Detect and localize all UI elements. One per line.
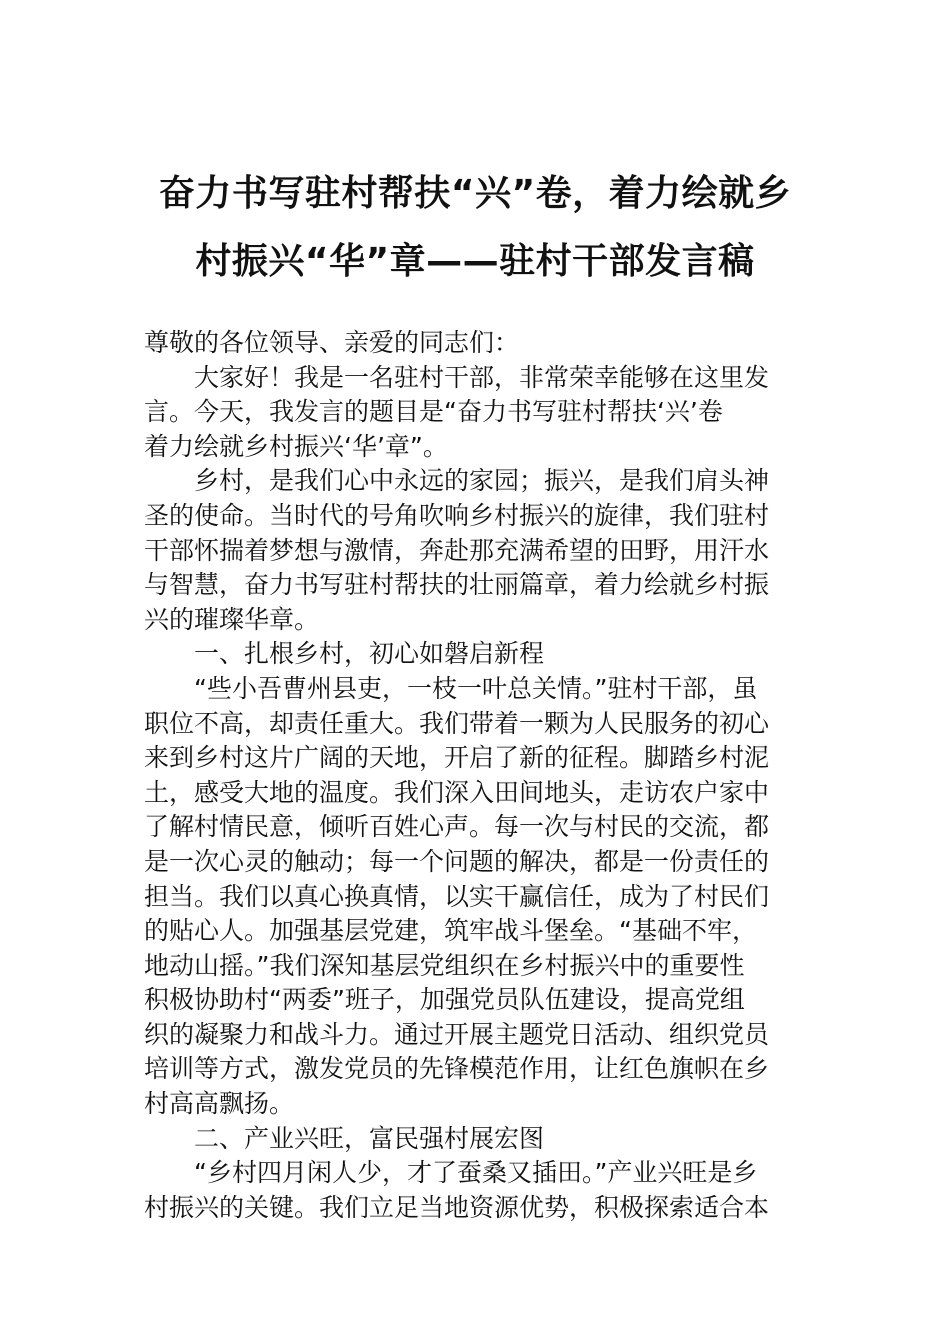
document-body [144,326,808,1225]
paragraph-line: 培训等方式，激发党员的先锋模范作用，让红色旗帜在乡 [144,1054,770,1084]
salutation: 尊敬的各位领导、亲爱的同志们： [144,328,520,357]
paragraph-line: 村高高飘扬。 [144,1089,295,1119]
paragraph-line: 织的凝聚力和战斗力。通过开展主题党日活动、组织党员 [144,1019,770,1049]
paragraph-line: 言。今天，我发言的题目是“奋力书写驻村帮扶‘兴’卷 [144,397,723,427]
paragraph-line: 土，感受大地的温度。我们深入田间地头，走访农户家中 [144,777,770,807]
paragraph-line: 与智慧，奋力书写驻村帮扶的壮丽篇章，着力绘就乡村振 [144,570,770,600]
paragraph-line: 积极协助村“两委”班子，加强党员队伍建设，提高党组 [144,985,745,1015]
paragraph-line: “些小吾曹州县吏，一枝一叶总关情。”驻村干部，虽 [194,673,758,703]
paragraph-line: 地动山摇。”我们深知基层党组织在乡村振兴中的重要性 [144,950,745,980]
section-heading: 二、产业兴旺，富民强村展宏图 [194,1123,545,1153]
document-title [140,160,810,296]
paragraph-line: 乡村，是我们心中永远的家园；振兴，是我们肩头神 [194,466,770,496]
title-line-2: 村振兴“华”章——驻村干部发言稿 [195,241,755,282]
paragraph-line: 担当。我们以真心换真情，以实干赢信任，成为了村民们 [144,881,770,911]
paragraph-line: 着力绘就乡村振兴‘华’章”。 [144,431,448,461]
title-line-1: 奋力书写驻村帮扶“兴”卷，着力绘就乡 [158,173,792,214]
paragraph-line: 来到乡村这片广阔的天地，开启了新的征程。脚踏乡村泥 [144,743,770,773]
paragraph-line: 兴的璀璨华章。 [144,604,320,634]
paragraph-line: 的贴心人。加强基层党建，筑牢战斗堡垒。“基础不牢， [144,916,757,946]
paragraph-line: 职位不高，却责任重大。我们带着一颗为人民服务的初心 [144,708,770,738]
paragraph-line: 村振兴的关键。我们立足当地资源优势，积极探索适合本 [144,1192,770,1222]
paragraph-line: 了解村情民意，倾听百姓心声。每一次与村民的交流，都 [144,812,770,842]
paragraph-line: 圣的使命。当时代的号角吹响乡村振兴的旋律，我们驻村 [144,500,770,530]
paragraph-line: 大家好！我是一名驻村干部，非常荣幸能够在这里发 [194,362,770,392]
paragraph-line: “乡村四月闲人少，才了蚕桑又插田。”产业兴旺是乡 [194,1158,758,1188]
paragraph-line: 是一次心灵的触动；每一个问题的解决，都是一份责任的 [144,846,770,876]
paragraph-line: 干部怀揣着梦想与激情，奔赴那充满希望的田野，用汗水 [144,535,770,565]
section-heading: 一、扎根乡村，初心如磐启新程 [194,639,545,669]
